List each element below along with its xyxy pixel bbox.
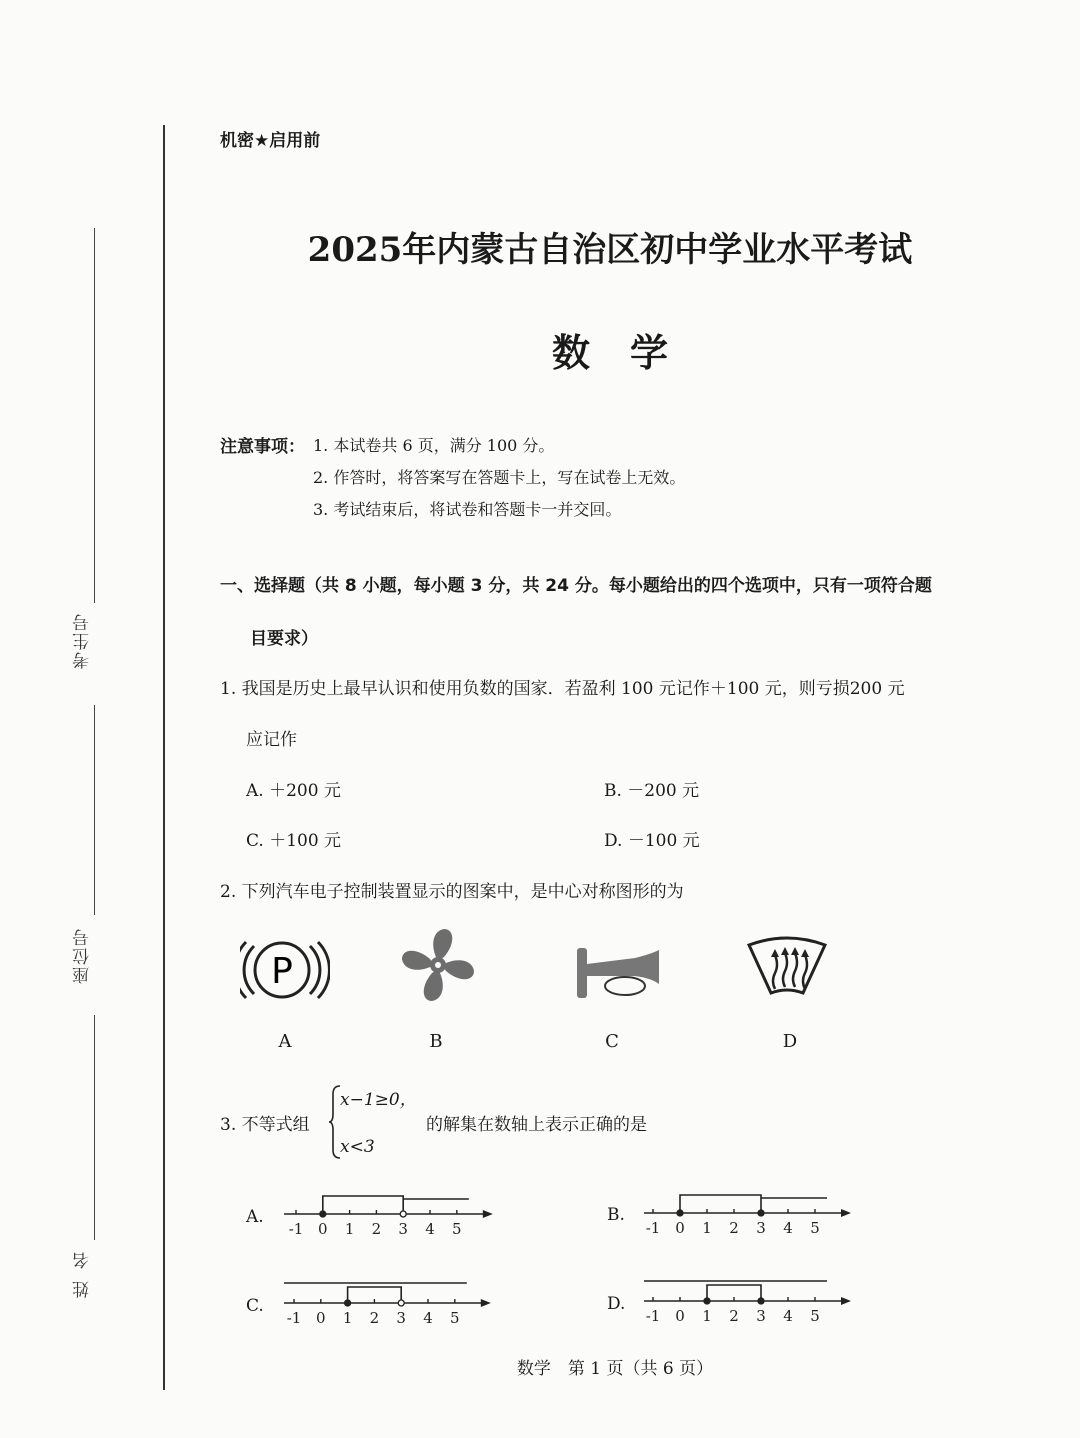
tick-label: 1 xyxy=(344,1220,355,1238)
tick-label: 3 xyxy=(398,1220,408,1238)
page-footer: 数学 第 1 页（共 6 页） xyxy=(516,1359,714,1379)
windshield-defrost-icon xyxy=(745,935,830,1003)
number-line-d xyxy=(640,1270,855,1326)
number-line-c xyxy=(280,1272,495,1328)
side-field-label: 座位号 xyxy=(73,927,93,984)
interval-endpoint xyxy=(345,1300,351,1306)
tick-label: 5 xyxy=(810,1219,820,1237)
side-field-label: 姓名 xyxy=(73,1240,93,1298)
notes-heading: 注意事项： xyxy=(220,437,305,457)
tick-label: 0 xyxy=(316,1309,326,1327)
section-title-continued: 目要求） xyxy=(250,629,318,649)
tick-label: 4 xyxy=(423,1309,433,1327)
student-id-blank xyxy=(94,228,95,603)
q2-label-c: C xyxy=(605,1031,619,1052)
tick-label: -1 xyxy=(645,1307,661,1325)
question-1-stem-continued: 应记作 xyxy=(246,730,297,750)
q2-label-b: B xyxy=(429,1031,443,1052)
tick-label: 0 xyxy=(318,1220,328,1238)
solution-interval xyxy=(323,1196,403,1214)
tick-label: 2 xyxy=(371,1220,382,1238)
subject-title: 数学 xyxy=(551,330,708,375)
tick-label: -1 xyxy=(286,1309,302,1327)
q2-label-d: D xyxy=(782,1031,798,1052)
q3-option-a-label: A. xyxy=(246,1207,264,1227)
tick-label: 1 xyxy=(342,1309,353,1327)
interval-endpoint xyxy=(320,1211,326,1217)
q3-option-c-label: C. xyxy=(246,1296,264,1316)
axis-arrow xyxy=(841,1297,851,1305)
tick-label: 3 xyxy=(396,1309,406,1327)
q1-option-d: D. －100 元 xyxy=(604,831,700,851)
tick-label: 1 xyxy=(702,1219,712,1237)
q1-option-a: A. ＋200 元 xyxy=(246,781,341,801)
axis-arrow xyxy=(481,1299,491,1307)
fan-icon xyxy=(398,925,478,1005)
q2-label-a: A xyxy=(278,1031,292,1052)
secret-mark: 机密★启用前 xyxy=(220,131,321,151)
note-item: 1. 本试卷共 6 页，满分 100 分。 xyxy=(313,436,555,455)
interval-endpoint xyxy=(398,1300,404,1306)
tick-label: 4 xyxy=(783,1307,793,1325)
tick-label: -1 xyxy=(645,1219,661,1237)
interval-endpoint xyxy=(758,1298,764,1304)
number-line-b xyxy=(640,1184,855,1240)
tick-label: 0 xyxy=(675,1219,685,1237)
parking-brake-icon xyxy=(240,930,330,1010)
parking-letter: P xyxy=(271,951,293,992)
tick-label: 0 xyxy=(675,1307,685,1325)
note-item: 3. 考试结束后，将试卷和答题卡一并交回。 xyxy=(313,500,622,519)
tick-label: 2 xyxy=(729,1219,739,1237)
seat-number-blank xyxy=(94,705,95,915)
side-field-student-id xyxy=(70,590,100,690)
interval-endpoint xyxy=(400,1211,406,1217)
tick-label: -1 xyxy=(288,1220,304,1238)
binding-line xyxy=(163,125,165,1390)
tick-label: 4 xyxy=(425,1220,435,1238)
horn-icon xyxy=(575,942,665,1004)
inequality-1: x−1≥0， xyxy=(340,1090,417,1110)
axis-arrow xyxy=(841,1209,851,1217)
question-2-stem: 2. 下列汽车电子控制装置显示的图案中，是中心对称图形的为 xyxy=(220,882,684,902)
section-title: 一、选择题（共 8 小题，每小题 3 分，共 24 分。每小题给出的四个选项中，只有一项符合题 xyxy=(220,576,932,596)
q3-option-d-label: D. xyxy=(607,1294,626,1314)
tick-label: 1 xyxy=(702,1307,712,1325)
tick-label: 5 xyxy=(450,1309,460,1327)
tick-label: 5 xyxy=(452,1220,462,1238)
side-field-label: 考生号 xyxy=(73,612,93,669)
tick-label: 5 xyxy=(810,1307,820,1325)
number-line-a xyxy=(280,1186,495,1242)
interval-endpoint xyxy=(677,1210,683,1216)
name-blank xyxy=(94,1015,95,1240)
q3-option-b-label: B. xyxy=(607,1205,625,1225)
tick-label: 2 xyxy=(369,1309,380,1327)
interval-endpoint xyxy=(704,1298,710,1304)
tick-label: 4 xyxy=(783,1219,793,1237)
question-3-prefix: 3. 不等式组 xyxy=(220,1115,310,1135)
question-3-suffix: 的解集在数轴上表示正确的是 xyxy=(426,1115,647,1135)
tick-label: 2 xyxy=(729,1307,739,1325)
note-item: 2. 作答时，将答案写在答题卡上，写在试卷上无效。 xyxy=(313,468,686,487)
q1-option-c: C. ＋100 元 xyxy=(246,831,342,851)
exam-title: 2025年内蒙古自治区初中学业水平考试 xyxy=(307,230,913,270)
side-field-seat-number xyxy=(70,905,100,1005)
q1-option-b: B. －200 元 xyxy=(604,781,700,801)
solution-interval xyxy=(680,1195,761,1213)
axis-arrow xyxy=(483,1210,493,1218)
inequality-2: x<3 xyxy=(340,1137,375,1157)
side-field-name xyxy=(70,1230,100,1300)
tick-label: 3 xyxy=(756,1219,766,1237)
question-1-stem: 1. 我国是历史上最早认识和使用负数的国家．若盈利 100 元记作＋100 元，则亏损200 元 xyxy=(220,679,905,699)
interval-endpoint xyxy=(758,1210,764,1216)
tick-label: 3 xyxy=(756,1307,766,1325)
